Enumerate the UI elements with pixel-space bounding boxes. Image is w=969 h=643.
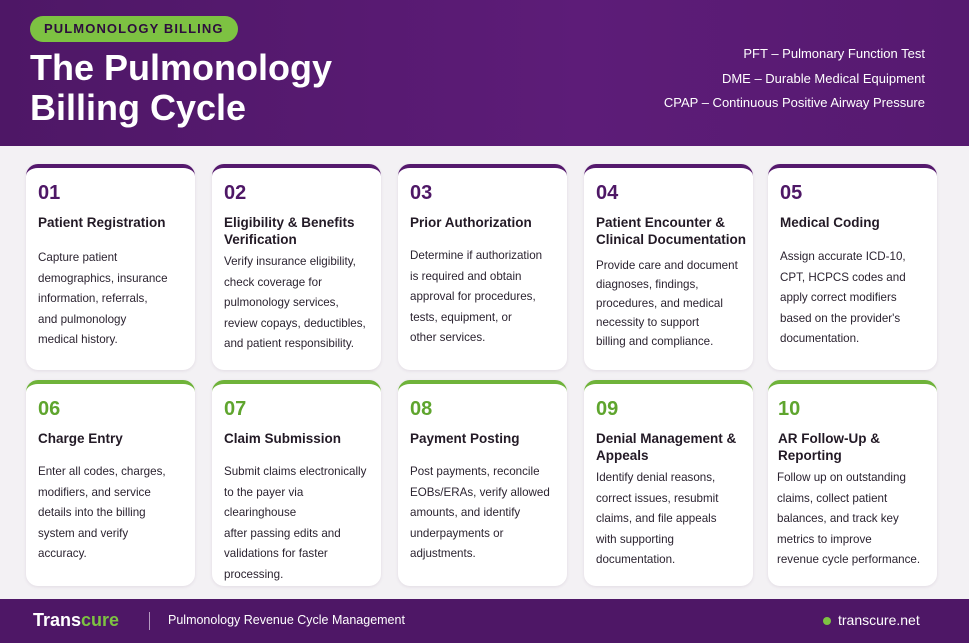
step-number: 05 xyxy=(780,182,803,204)
step-number: 01 xyxy=(38,182,61,204)
step-card-06 xyxy=(26,380,195,586)
step-number: 02 xyxy=(224,182,247,204)
step-description: Post payments, reconcile EOBs/ERAs, verify allowed amounts, and identify underpayments or adjustments. xyxy=(410,465,550,560)
step-title: Claim Submission xyxy=(224,431,342,446)
header-banner xyxy=(0,0,969,146)
step-card-05 xyxy=(768,164,937,370)
footer-tagline: Pulmonology Revenue Cycle Management xyxy=(168,613,405,627)
step-number: 09 xyxy=(596,398,619,420)
step-card-04 xyxy=(584,164,753,370)
step-description: Enter all codes, charges, modifiers, and service details into the billing system and verify accuracy. xyxy=(38,465,166,560)
step-description: Identify denial reasons, correct issues, resubmit claims, and file appeals with supporting documentation. xyxy=(596,471,719,566)
page-title xyxy=(30,48,390,128)
step-description: Provide care and document diagnoses, findings, procedures, and medical necessity to support billing and compliance. xyxy=(596,259,738,348)
website-link[interactable]: transcure.net xyxy=(838,612,920,628)
step-title: Denial Management & Appeals xyxy=(596,431,737,463)
step-title: Charge Entry xyxy=(38,431,123,446)
step-title: Patient Encounter & Clinical Documentation xyxy=(596,215,747,247)
step-number: 10 xyxy=(778,398,801,420)
step-description: Assign accurate ICD-10, CPT, HCPCS codes and apply correct modifiers based on the provider's documentation. xyxy=(780,250,906,345)
abbreviation-pft: PFT – Pulmonary Function Test xyxy=(743,46,925,61)
title-line-1: The Pulmonology xyxy=(30,47,332,88)
brand-logo[interactable]: Transcure xyxy=(33,610,120,630)
step-description: Verify insurance eligibility, check coverage for pulmonology services, review copays, deductibles, and patient responsibility. xyxy=(224,255,366,350)
step-description: Capture patient demographics, insurance information, referrals, and pulmonology medical history. xyxy=(38,251,168,346)
abbreviation-legend xyxy=(664,42,925,116)
abbreviation-cpap: CPAP – Continuous Positive Airway Pressure xyxy=(663,95,925,110)
step-title: Medical Coding xyxy=(780,215,880,230)
step-number: 08 xyxy=(410,398,433,420)
step-number: 03 xyxy=(410,182,433,204)
step-title: Patient Registration xyxy=(38,215,166,230)
category-badge: PULMONOLOGY BILLING xyxy=(30,16,238,42)
step-card-08 xyxy=(398,380,567,586)
step-number: 06 xyxy=(38,398,61,420)
step-card-10 xyxy=(768,380,937,586)
abbreviation-dme: DME – Durable Medical Equipment xyxy=(721,70,925,86)
step-description: Follow up on outstanding claims, collect patient balances, and track key metrics to improve revenue cycle performance. xyxy=(777,471,921,566)
step-card-09 xyxy=(584,380,753,586)
footer-bar xyxy=(0,599,969,643)
step-card-03 xyxy=(398,164,567,370)
step-title: Prior Authorization xyxy=(410,215,532,230)
footer-divider xyxy=(149,612,150,630)
step-card-01 xyxy=(26,164,195,370)
step-description: Determine if authorization is required and obtain approval for procedures, tests, equipment, or other services. xyxy=(410,249,543,344)
step-card-07 xyxy=(212,380,381,586)
step-title: Eligibility & Benefits Verification xyxy=(224,215,355,247)
step-title: Payment Posting xyxy=(410,431,520,446)
title-line-2: Billing Cycle xyxy=(30,87,247,128)
step-description: Submit claims electronically to the payer via clearinghouse after passing edits and validations for faster processing. xyxy=(224,465,367,581)
step-number: 04 xyxy=(596,182,619,204)
website-dot-icon xyxy=(823,617,831,625)
step-card-02 xyxy=(212,164,381,370)
step-number: 07 xyxy=(224,398,247,420)
step-title: AR Follow-Up & Reporting xyxy=(778,431,880,463)
